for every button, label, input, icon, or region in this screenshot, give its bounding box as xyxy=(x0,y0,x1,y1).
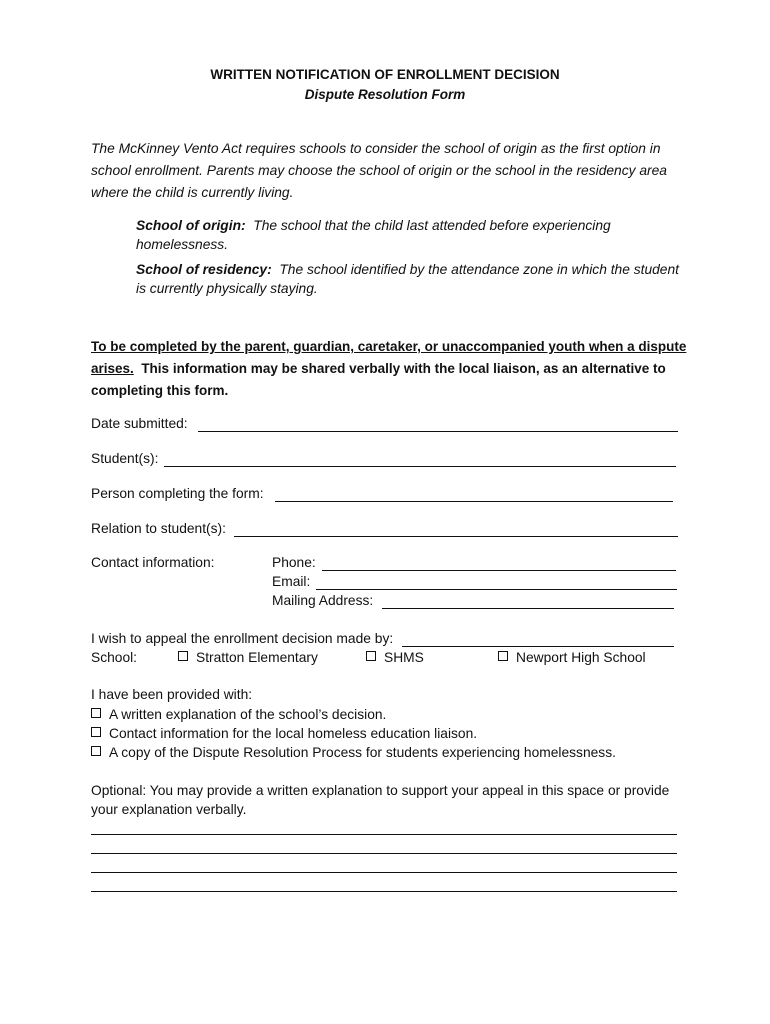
date-submitted-field[interactable] xyxy=(198,431,678,432)
date-submitted-label: Date submitted: xyxy=(91,416,188,431)
explanation-line[interactable] xyxy=(91,853,677,854)
school-option-label: SHMS xyxy=(384,650,424,665)
students-field[interactable] xyxy=(164,466,676,467)
form-subtitle: Dispute Resolution Form xyxy=(304,87,466,102)
definition-text: The school that the child last attended before experiencing homelessness. xyxy=(136,218,611,252)
provided-with-label: I have been provided with: xyxy=(91,687,253,702)
phone-field[interactable] xyxy=(322,570,676,571)
email-label: Email: xyxy=(272,574,311,589)
school-option-label: Newport High School xyxy=(516,650,646,665)
person-completing-label: Person completing the form: xyxy=(91,486,264,501)
instructions-underlined: To be completed by the parent, guardian, caretaker, or unaccompanied youth when a dispute arises. xyxy=(91,339,687,376)
contact-information-label: Contact information: xyxy=(91,555,215,570)
mailing-address-field[interactable] xyxy=(382,608,674,609)
person-completing-field[interactable] xyxy=(275,501,673,502)
definition-school-of-origin xyxy=(136,216,691,254)
definition-term: School of origin: xyxy=(136,218,246,233)
email-field[interactable] xyxy=(316,589,677,590)
intro-paragraph: The McKinney Vento Act requires schools to consider the school of origin as the first option in school enrollment. Parents may choose the school of origin or the school in the residency area where the child is currently living. xyxy=(91,141,667,200)
optional-explanation-text: Optional: You may provide a written explanation to support your appeal in this space or provide your explanation verbally. xyxy=(91,783,670,817)
students-label: Student(s): xyxy=(91,451,159,466)
instructions xyxy=(91,336,691,402)
explanation-line[interactable] xyxy=(91,891,677,892)
provided-item-label: A written explanation of the school’s decision. xyxy=(109,707,387,722)
provided-item-label: Contact information for the local homeless education liaison. xyxy=(109,726,478,741)
school-label: School: xyxy=(91,650,138,665)
mailing-address-label: Mailing Address: xyxy=(272,593,374,608)
appeal-label: I wish to appeal the enrollment decision made by: xyxy=(91,631,394,646)
checkbox-icon[interactable] xyxy=(91,746,101,756)
provided-item-label: A copy of the Dispute Resolution Process for students experiencing homelessness. xyxy=(109,745,616,760)
relation-label: Relation to student(s): xyxy=(91,521,226,536)
phone-label: Phone: xyxy=(272,555,316,570)
school-option-shms[interactable] xyxy=(366,649,424,667)
checkbox-icon[interactable] xyxy=(91,727,101,737)
checkbox-icon[interactable] xyxy=(91,708,101,718)
school-option-newport[interactable] xyxy=(498,649,646,667)
explanation-line[interactable] xyxy=(91,872,677,873)
provided-item-process[interactable] xyxy=(91,743,616,762)
school-option-stratton[interactable] xyxy=(178,649,318,667)
instructions-rest: This information may be shared verbally with the local liaison, as an alternative to completing this form. xyxy=(91,361,666,398)
provided-item-contact[interactable] xyxy=(91,724,477,743)
definition-school-of-residency xyxy=(136,260,691,298)
appeal-decision-maker-field[interactable] xyxy=(402,646,674,647)
relation-field[interactable] xyxy=(234,536,678,537)
checkbox-icon[interactable] xyxy=(366,651,376,661)
definition-term: School of residency: xyxy=(136,262,272,277)
school-option-label: Stratton Elementary xyxy=(196,650,318,665)
provided-item-explanation[interactable] xyxy=(91,705,386,724)
form-title: WRITTEN NOTIFICATION OF ENROLLMENT DECISION xyxy=(210,67,560,82)
definition-text: The school identified by the attendance zone in which the student is currently physically staying. xyxy=(136,262,679,296)
checkbox-icon[interactable] xyxy=(178,651,188,661)
checkbox-icon[interactable] xyxy=(498,651,508,661)
explanation-line[interactable] xyxy=(91,834,677,835)
